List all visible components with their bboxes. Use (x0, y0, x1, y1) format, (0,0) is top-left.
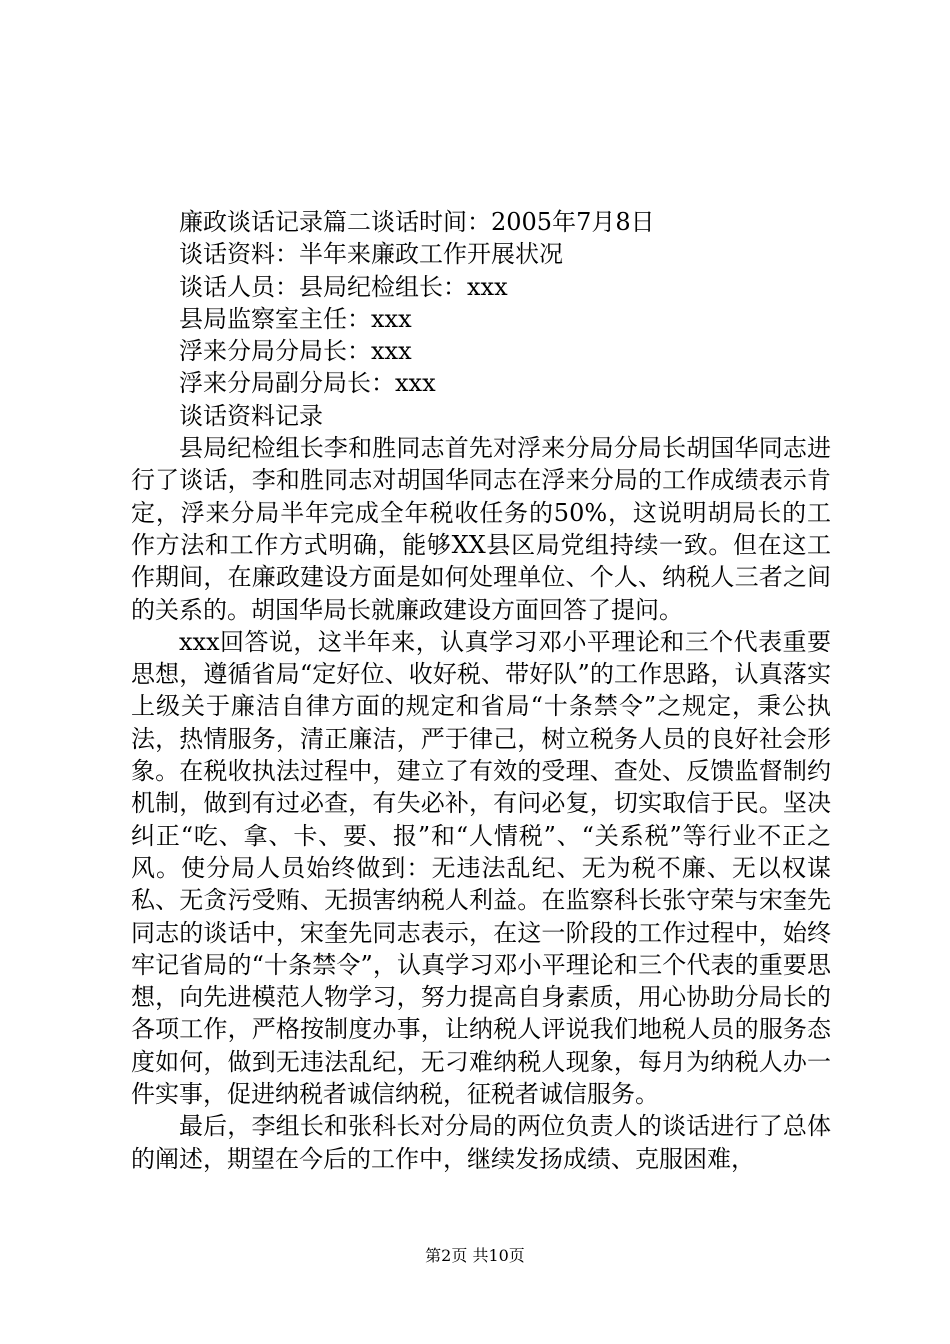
paragraph-3: 最后，李组长和张科长对分局的两位负责人的谈话进行了总体的阐述，期望在今后的工作中，继续发扬成绩、克服困难， (131, 1112, 831, 1173)
page-number-footer: 第2页 共10页 (425, 1246, 525, 1265)
paragraph-2: xxx回答说，这半年来，认真学习邓小平理论和三个代表重要思想，遵循省局“定好位、收好税、带好队”的工作思路，认真落实上级关于廉洁自律方面的规定和省局“十条禁令”之规定，秉公执法，热情服务，清正廉洁，严于律己，树立税务人员的良好社会形象。在税收执法过程中，建立了有效的受理、查处、反馈监督制约机制，做到有过必查，有失必补，有问必复，切实取信于民。坚决纠正“吃、拿、卡、要、报”和“人情税”、“关系税”等行业不正之风。使分局人员始终做到：无违法乱纪、无为税不廉、无以权谋私、无贪污受贿、无损害纳税人利益。在监察科长张守荣与宋奎先同志的谈话中，宋奎先同志表示，在这一阶段的工作过程中，始终牢记省局的“十条禁令”，认真学习邓小平理论和三个代表的重要思想，向先进模范人物学习，努力提高自身素质，用心协助分局长的各项工作，严格按制度办事，让纳税人评说我们地税人员的服务态度如何，做到无违法乱纪，无刁难纳税人现象，每月为纳税人办一件实事，促进纳税者诚信纳税，征税者诚信服务。 (131, 627, 831, 1109)
document-body (131, 206, 831, 1175)
record-section-heading: 谈话资料记录 (179, 401, 323, 430)
participant-line-3: 浮来分局分局长：xxx (179, 337, 412, 366)
participant-line-2: 县局监察室主任：xxx (179, 304, 412, 333)
participant-line-4: 浮来分局副分局长：xxx (179, 369, 436, 398)
participant-line-1: 谈话人员：县局纪检组长：xxx (179, 272, 508, 301)
paragraph-1: 县局纪检组长李和胜同志首先对浮来分局分局长胡国华同志进行了谈话，李和胜同志对胡国华同志在浮来分局的工作成绩表示肯定，浮来分局半年完成全年税收任务的50%，这说明胡局长的工作方法和工作方式明确，能够XX县区局党组持续一致。但在这工作期间，在廉政建设方面是如何处理单位、个人、纳税人三者之间的关系的。胡国华局长就廉政建设方面回答了提问。 (131, 434, 831, 624)
topic-line: 谈话资料：半年来廉政工作开展状况 (179, 240, 563, 269)
record-title-line: 廉政谈话记录篇二谈话时间：2005年7月8日 (179, 208, 655, 236)
